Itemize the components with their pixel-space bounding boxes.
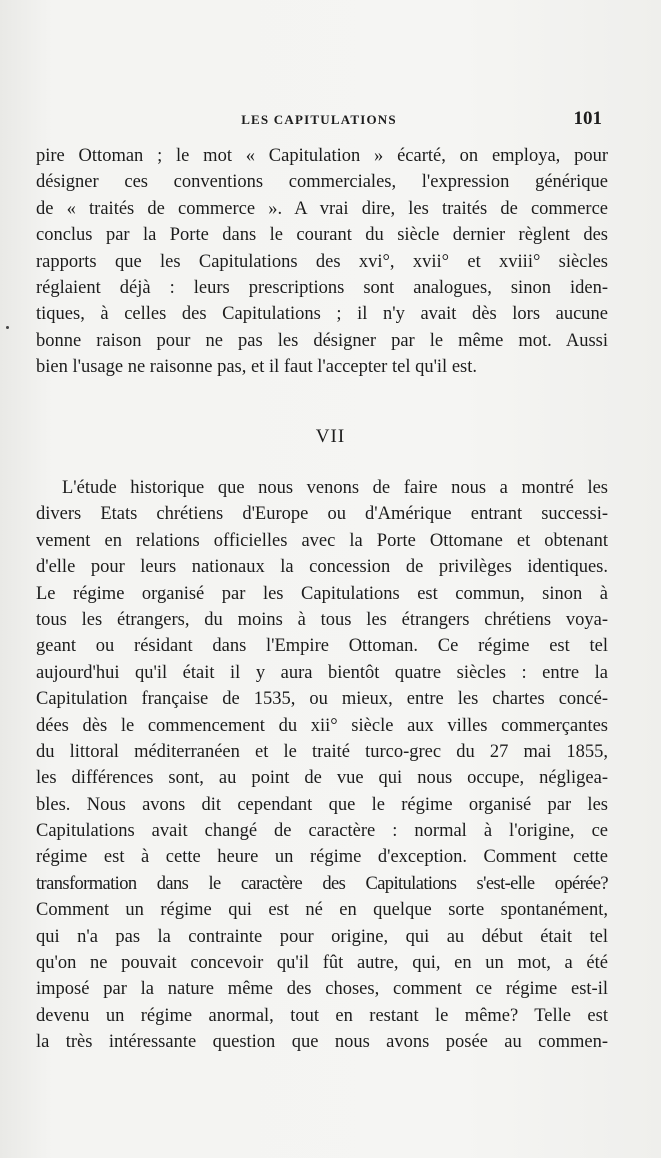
text-line: bles. Nous avons dit cependant que le régime organisé par les [36,794,608,815]
text-line: désigner ces conventions commerciales, l'expression générique [36,172,608,193]
paragraph-2 [36,475,608,1056]
text-line: du littoral méditerranéen et le traité turco-grec du 27 mai 1855, [36,741,608,762]
text-line: rapports que les Capitulations des xvi°, xvii° et xviii° siècles [36,251,608,272]
text-line: Capitulations avait changé de caractère : normal à l'origine, ce [36,821,608,842]
text-line: geant ou résidant dans l'Empire Ottoman. Ce régime est tel [36,636,608,657]
text-line: divers Etats chrétiens d'Europe ou d'Amérique entrant successi- [36,504,608,525]
running-title: LES CAPITULATIONS [241,112,397,127]
text-line: L'étude historique que nous venons de faire nous a montré les [62,478,608,498]
text-line: devenu un régime anormal, tout en restant le même? Telle est [36,1005,608,1026]
text-line: les différences sont, au point de vue qui nous occupe, négligea- [36,768,608,789]
text-line: Capitulation française de 1535, ou mieux, entre les chartes concé- [36,689,608,710]
text-line: transformation dans le caractère des Capitulations s'est-elle opérée? [36,873,608,894]
text-line: Comment un régime qui est né en quelque sorte spontanément, [36,900,608,921]
section-heading: VII [315,426,346,447]
text-line: tous les étrangers, du moins à tous les étrangers chrétiens voya- [36,609,608,630]
text-line: dées dès le commencement du xii° siècle aux villes commerçantes [36,715,608,736]
paragraph-1 [36,143,608,381]
text-line: vement en relations officielles avec la Porte Ottomane et obtenant [36,530,608,551]
text-line: Le régime organisé par les Capitulations est commun, sinon à [36,583,608,604]
page-number: 101 [573,108,602,129]
text-line: la très intéressante question que nous avons posée au commen- [36,1032,608,1053]
text-line: conclus par la Porte dans le courant du siècle dernier règlent des [36,225,608,246]
text-line: d'elle pour leurs nationaux la concession de privilèges identiques. [36,557,608,578]
text-line: régime est à cette heure un régime d'exception. Comment cette [36,847,608,868]
text-line: de « traités de commerce ». A vrai dire, les traités de commerce [36,198,608,219]
text-line: qui n'a pas la contrainte pour origine, qui au début était tel [36,926,608,947]
margin-speck [6,326,9,329]
text-line: pire Ottoman ; le mot « Capitulation » écarté, on employa, pour [36,146,608,166]
text-line: bonne raison pour ne pas les désigner par le même mot. Aussi [36,330,608,351]
text-line: aujourd'hui qu'il était il y aura bientôt quatre siècles : entre la [36,662,608,683]
text-line: bien l'usage ne raisonne pas, et il faut l'accepter tel qu'il est. [36,357,477,378]
page-header [36,108,602,132]
text-line: qu'on ne pouvait concevoir qu'il fût autre, qui, en un mot, a été [36,953,608,974]
text-line: imposé par la nature même des choses, comment ce régime est-il [36,979,608,1000]
text-line: réglaient déjà : leurs prescriptions sont analogues, sinon iden- [36,277,608,298]
text-line: tiques, à celles des Capitulations ; il n'y avait dès lors aucune [36,304,608,325]
